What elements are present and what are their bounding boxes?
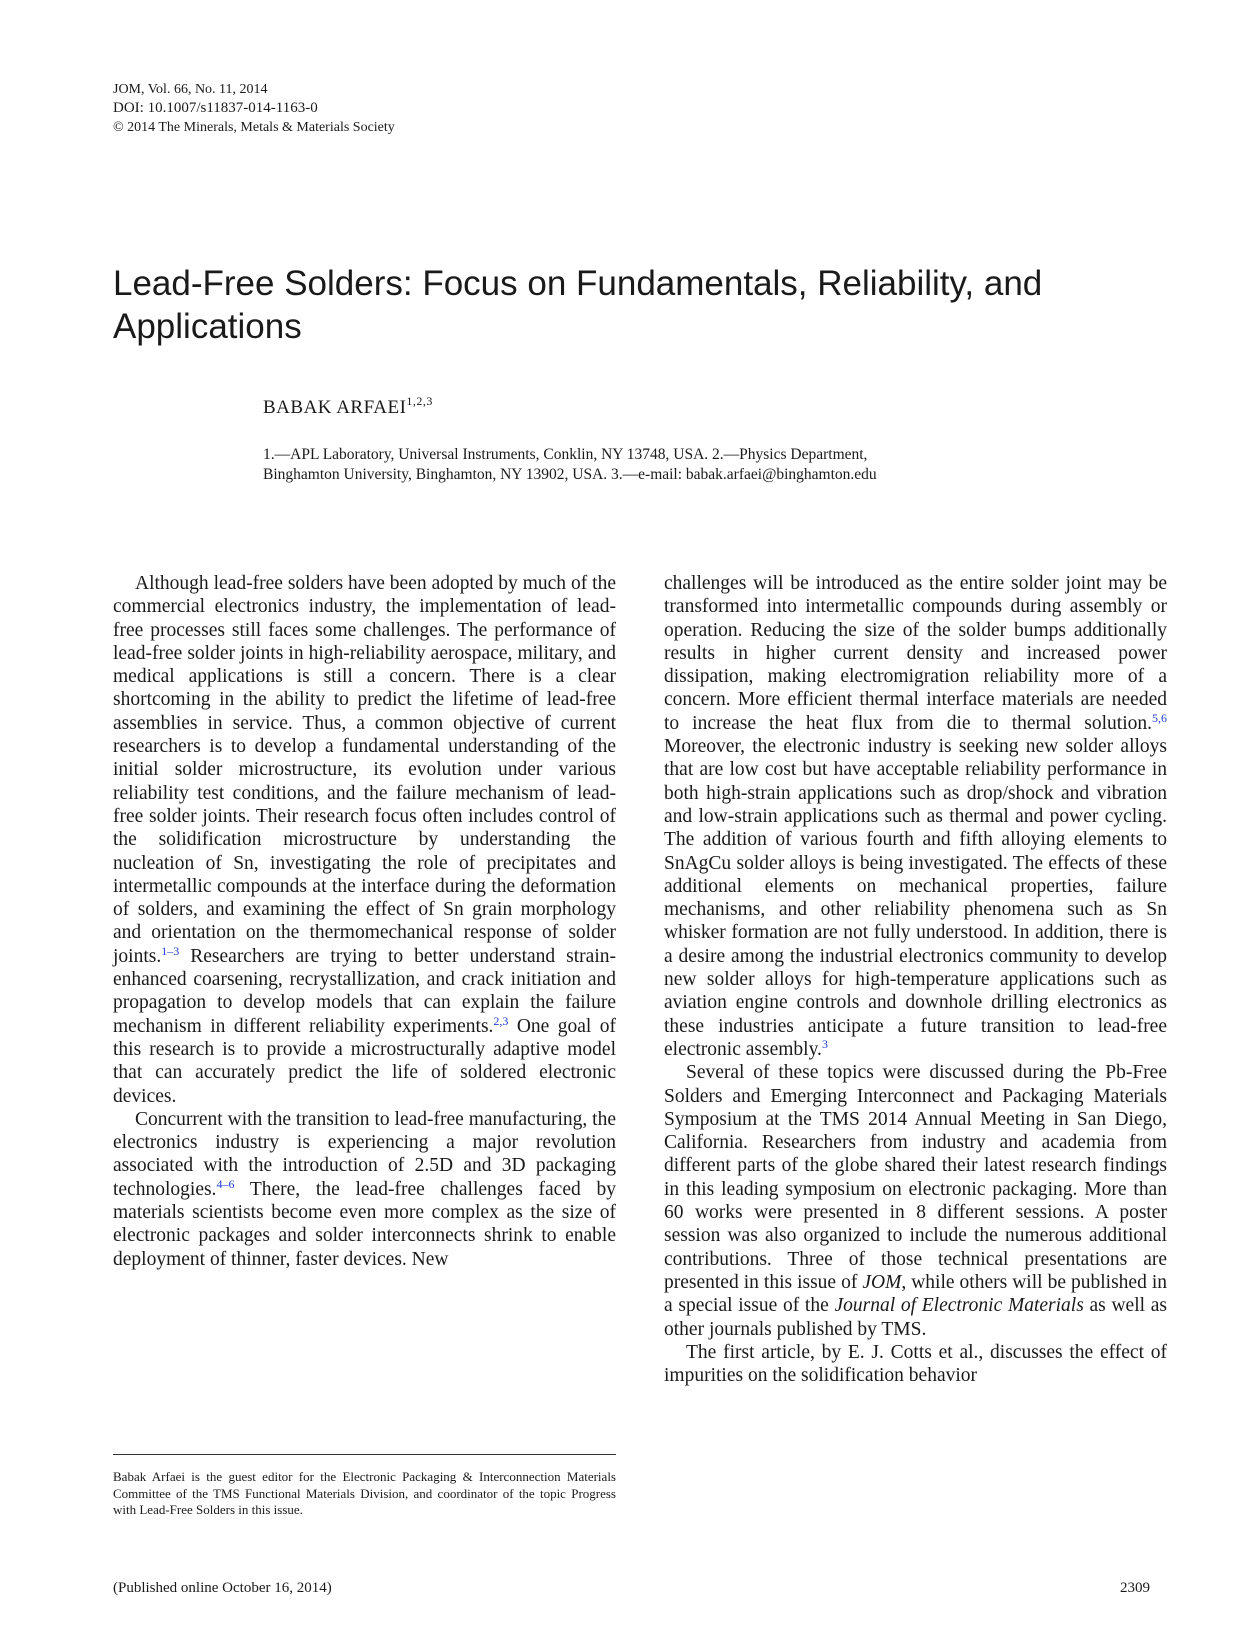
affiliation-line-2: Binghamton University, Binghamton, NY 13902, USA. 3.—e-mail: babak.arfaei@binghamton.edu — [263, 466, 877, 483]
journal-name-jom: JOM — [862, 1271, 902, 1293]
affiliation-line-1: 1.—APL Laboratory, Universal Instruments, Conklin, NY 13748, USA. 2.—Physics Department, — [263, 446, 868, 463]
author-name: BABAK ARFAEI — [263, 397, 407, 418]
citation-ref[interactable]: 5,6 — [1152, 710, 1167, 725]
citation-ref[interactable]: 1–3 — [161, 943, 180, 958]
footnote-rule — [113, 1454, 616, 1455]
text-span: , while others will be published in a special issue of the — [664, 1271, 1167, 1317]
paragraph: The first article, by E. J. Cotts et al., discusses the effect of impurities on the solidification behavior — [664, 1341, 1167, 1387]
text-span: One goal of this research is to provide a microstructurally adaptive model that can accurately predict the life of soldered electronic devices. — [113, 1015, 616, 1107]
text-span: Although lead-free solders have been adopted by much of the commercial electronics industry, the implementation of lead-free processes still faces some challenges. The performance of lead-free solder joints in high-reliability aerospace, military, and medical applications is still a concern. There is a clear shortcoming in the ability to predict the lifetime of lead-free assemblies in service. Thus, a common objective of current researchers is to develop a fundamental understanding of the initial solder microstructure, its evolution under various reliability test conditions, and the failure mechanism of lead-free solder joints. Their research focus often includes control of the solidification microstructure by understanding the nucleation of Sn, investigating the role of precipitates and intermetallic compounds at the interface during the deformation of solders, and examining the effect of Sn grain morphology and orientation on the thermomechanical response of solder joints. — [113, 573, 616, 967]
paragraph — [664, 572, 1167, 1061]
text-span: Researchers are trying to better understand strain-enhanced coarsening, recrystallization, and crack initiation and propagation to develop models that can explain the failure mechanism in different reliability experiments. — [113, 945, 616, 1037]
footnote: Babak Arfaei is the guest editor for the Electronic Packaging & Interconnection Materials Committee of the TMS Functional Materials Division, and coordinator of the topic Progress with Lead-Free Solders in this issue. — [113, 1469, 616, 1517]
doi: DOI: 10.1007/s11837-014-1163-0 — [113, 100, 318, 116]
author — [263, 394, 433, 419]
published-date: (Published online October 16, 2014) — [113, 1580, 332, 1596]
journal-citation: JOM, Vol. 66, No. 11, 2014 — [113, 82, 268, 97]
body-column-left — [113, 572, 616, 1271]
article-title: Lead-Free Solders: Focus on Fundamentals, Reliability, and Applications — [113, 264, 1043, 346]
text-span: challenges will be introduced as the entire solder joint may be transformed into intermetallic compounds during assembly or operation. Reducing the size of the solder bumps additionally results in higher current density and increased power dissipation, making electromigration reliability more of a concern. More efficient thermal interface materials are needed to increase the heat flux from die to thermal solution. — [664, 573, 1167, 734]
paragraph — [664, 1061, 1167, 1341]
text-span: Several of these topics were discussed during the Pb-Free Solders and Emerging Interconnect and Packaging Materials Symposium at the TMS 2014 Annual Meeting in San Diego, California. Researchers from industry and academia from different parts of the globe shared their latest research findings in this leading symposium on electronic packaging. More than 60 works were presented in 8 different sessions. A poster session was also organized to include the numerous additional contributions. Three of those technical presentations are presented in this issue of — [664, 1062, 1167, 1293]
journal-header — [113, 80, 395, 137]
text-span: as well as other journals published by TMS. — [664, 1295, 1167, 1340]
body-column-right — [664, 572, 1167, 1387]
text-span: Moreover, the electronic industry is seeking new solder alloys that are low cost but have acceptable reliability performance in both high-strain applications such as drop/shock and vibration and low-strain applications such as thermal and power cycling. The addition of various fourth and fifth alloying elements to SnAgCu solder alloys is being investigated. The effects of these additional elements on mechanical properties, failure mechanisms, and other reliability phenomena such as Sn whisker formation are not fully understood. In addition, there is a desire among the industrial electronics community to develop new solder alloys for high-temperature applications such as aviation engine controls and downhole drilling electronics as these industries anticipate a future transition to lead-free electronic assembly. — [664, 736, 1167, 1060]
text-span: There, the lead-free challenges faced by materials scientists become even more complex as the size of electronic packages and solder interconnects shrink to enable deployment of thinner, faster devices. New — [113, 1178, 616, 1270]
citation-ref[interactable]: 2,3 — [493, 1013, 509, 1028]
author-affil-marks: 1,2,3 — [406, 394, 433, 408]
copyright: © 2014 The Minerals, Metals & Materials Society — [113, 120, 395, 135]
citation-ref[interactable]: 4–6 — [216, 1176, 235, 1191]
journal-name-jem: Journal of Electronic Materials — [834, 1295, 1084, 1317]
paragraph — [113, 1108, 616, 1271]
affiliations — [263, 445, 1063, 485]
citation-ref[interactable]: 3 — [821, 1036, 828, 1051]
text-span: Concurrent with the transition to lead-free manufacturing, the electronics industry is experiencing a major revolution associated with the introduction of 2.5D and 3D packaging technologies. — [113, 1108, 616, 1200]
paragraph — [113, 572, 616, 1108]
page-number: 2309 — [1120, 1580, 1150, 1596]
